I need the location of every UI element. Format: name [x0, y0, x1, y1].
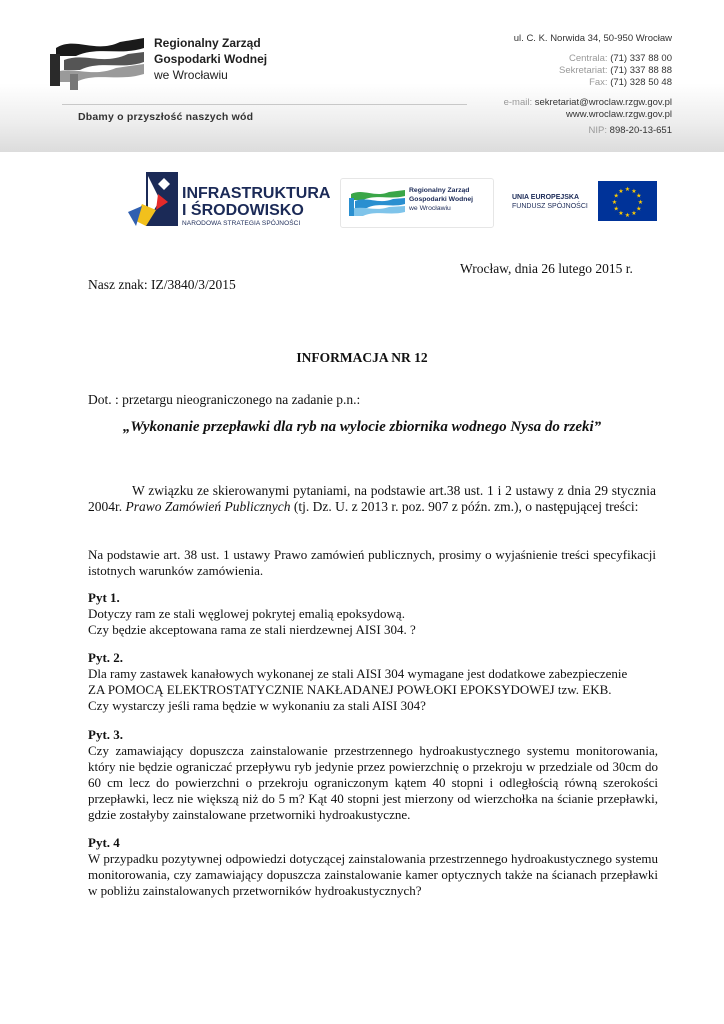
rzgw-small-line3: we Wrocławiu: [409, 205, 451, 212]
nip: 898-20-13-651: [609, 125, 672, 136]
infrastruktura-logo-icon: [128, 170, 180, 232]
svg-text:★: ★: [618, 187, 624, 195]
contact-block: [504, 33, 672, 137]
intro-law-name: Prawo Zamówień Publicznych: [125, 499, 291, 514]
svg-text:★: ★: [611, 199, 618, 206]
question-4-text: W przypadku pozytywnej odpowiedzi dotyczącej zainstalowania przestrzennego hydroakustycznego systemu monitorowania, czy zamawiający dopuszcza zainstalowanie kamer optycznych także na ścianach przepławki w pobliżu zainstalowanych przetworników hydroakustycznych?: [88, 851, 658, 898]
document-title: INFORMACJA NR 12: [296, 350, 428, 365]
fax-number: (71) 328 50 48: [610, 77, 672, 88]
svg-text:★: ★: [624, 212, 631, 219]
eu-line1: UNIA EUROPEJSKA: [512, 194, 580, 201]
question-3-label: Pyt. 3.: [88, 727, 124, 742]
ise-line1: INFRASTRUKTURA: [182, 185, 331, 202]
place-date: Wrocław, dnia 26 lutego 2015 r.: [460, 261, 633, 276]
eu-flag-icon: [598, 181, 657, 221]
task-title: „Wykonanie przepławki dla ryb na wylocie zbiornika wodnego Nysa do rzeki”: [122, 419, 602, 435]
svg-text:★: ★: [631, 187, 637, 195]
question-4-label: Pyt. 4: [88, 835, 120, 850]
sekretariat-label: Sekretariat:: [558, 65, 608, 76]
org-name-line1: Regionalny Zarząd: [154, 36, 261, 50]
svg-text:★: ★: [631, 210, 637, 218]
subject-line: Dot. : przetargu nieograniczonego na zadanie p.n.:: [88, 392, 361, 407]
rzgw-logo: [50, 34, 146, 90]
sekretariat-row: [504, 65, 672, 77]
rzgw-small-line1: Regionalny Zarząd: [409, 187, 470, 194]
svg-text:★: ★: [637, 199, 644, 206]
eu-stars-icon: [598, 181, 657, 221]
question-2-line-1: Dla ramy zastawek kanałowych wykonanej ze stali AISI 304 wymagane jest dodatkowe zabezpieczenie: [88, 666, 628, 681]
svg-text:★: ★: [636, 205, 642, 213]
eu-line2: FUNDUSZ SPÓJNOŚCI: [512, 203, 588, 210]
org-name: [154, 35, 267, 83]
org-name-line3: we Wrocławiu: [154, 68, 228, 82]
intro-text-b: (tj. Dz. U. z 2013 r. poz. 907 z późn. zm.), o następującej treści:: [290, 499, 639, 514]
centrala-phone: (71) 337 88 00: [610, 53, 672, 64]
email: sekretariat@wroclaw.rzgw.gov.pl: [534, 97, 672, 108]
fax-row: [504, 77, 672, 89]
email-row: [504, 97, 672, 109]
question-1-line-1: Dotyczy ram ze stali węglowej pokrytej emalią epoksydową.: [88, 606, 405, 621]
intro-text-a: W związku ze skierowanymi pytaniami, na podstawie art.38 ust. 1 i 2 ustawy z dnia 29 stycznia 2004r.: [88, 483, 656, 514]
fax-label: Fax:: [589, 77, 608, 88]
question-1-label: Pyt 1.: [88, 590, 120, 605]
org-name-line2: Gospodarki Wodnej: [154, 52, 268, 66]
question-2-label: Pyt. 2.: [88, 650, 124, 665]
nip-label: NIP:: [588, 125, 608, 136]
infrastruktura-logo-text: [182, 185, 330, 229]
centrala-row: [504, 53, 672, 65]
sekretariat-phone: (71) 337 88 88: [610, 65, 672, 76]
address: ul. C. K. Norwida 34, 50-950 Wrocław: [513, 33, 672, 44]
question-3-text: Czy zamawiający dopuszcza zainstalowanie przestrzennego hydroakustycznego systemu monitorowania, który nie będzie ograniczać przepływu ryb jedynie przez powierzchnię o przekroju w przedziale od 30cm do 60 cm lecz do powierzchni o przekroju ograniczonym kątem 40 stopni i odległością równą szerokości przepławki, lecz nie większą niż do 5 m? Kąt 40 stopni jest mierzony od wierzchołka na ścianie przepławki, gdzie zostałyby zainstalowane przetworniki hydroakustyczne.: [88, 743, 658, 822]
rzgw-small-line2: Gospodarki Wodnej: [409, 196, 474, 203]
svg-text:★: ★: [613, 205, 619, 213]
question-2-line-2: ZA POMOCĄ ELEKTROSTATYCZNIE NAKŁADANEJ POWŁOKI EPOKSYDOWEJ tzw. EKB.: [88, 682, 612, 697]
svg-text:★: ★: [613, 192, 619, 200]
header-divider: [62, 104, 467, 105]
question-2-line-3: Czy wystarczy jeśli rama będzie w wykonaniu za stali AISI 304?: [88, 698, 426, 713]
centrala-label: Centrala:: [569, 53, 608, 64]
nip-row: [504, 125, 672, 137]
email-label: e-mail:: [503, 97, 533, 108]
rzgw-small-logo-icon: [349, 186, 405, 218]
reference-number: Nasz znak: IZ/3840/3/2015: [88, 277, 236, 292]
svg-text:★: ★: [636, 192, 642, 200]
ise-line2: I ŚRODOWISKO: [182, 202, 304, 219]
motto: Dbamy o przyszłość naszych wód: [78, 111, 254, 123]
svg-text:★: ★: [624, 186, 631, 193]
intro-paragraph: [88, 483, 656, 515]
ise-sub: NARODOWA STRATEGIA SPÓJNOŚCI: [182, 220, 301, 227]
rzgw-small-logo-text: [409, 186, 473, 213]
question-1-line-2: Czy będzie akceptowana rama ze stali nierdzewnej AISI 304. ?: [88, 622, 416, 637]
eu-logo-text: [512, 193, 588, 211]
website: www.wroclaw.rzgw.gov.pl: [566, 109, 672, 120]
svg-text:★: ★: [618, 210, 624, 218]
request-paragraph: Na podstawie art. 38 ust. 1 ustawy Prawo zamówień publicznych, prosimy o wyjaśnienie treści specyfikacji istotnych warunków zamówienia.: [88, 547, 656, 578]
